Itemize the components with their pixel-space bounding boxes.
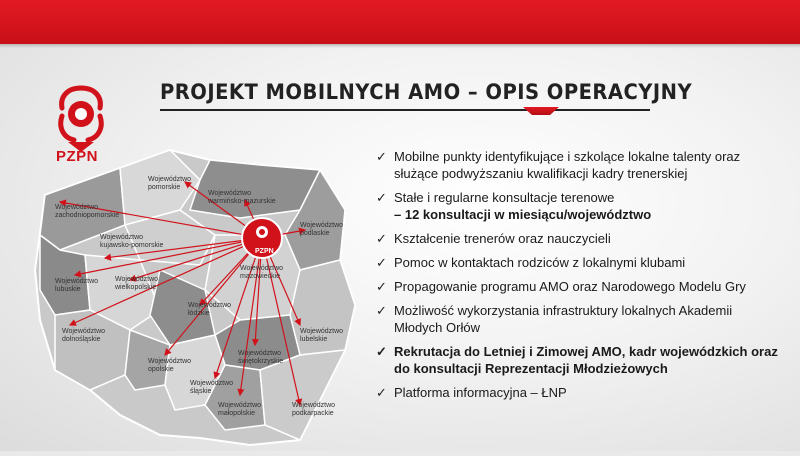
poland-map [0, 140, 370, 451]
bullet-item: ✓ Rekrutacja do Letniej i Zimowej AMO, kadr wojewódzkich oraz do konsultacji Reprezentacji Młodzieżowych [376, 344, 778, 376]
label-pomorskie: Województwo pomorskie [148, 176, 192, 191]
label-swietokrzyskie: Województwo świętokrzyskie [238, 350, 284, 365]
label-opolskie: Województwo opolskie [148, 358, 192, 373]
label-kujawsko-pomorskie: Województwo kujawsko-pomorskie [100, 234, 164, 249]
bullet-item: ✓ Możliwość wykorzystania infrastruktury lokalnych Akademii Młodych Orłów [376, 303, 733, 335]
center-badge-label: PZPN [255, 248, 274, 255]
label-mazowieckie: Województwo mazowieckie [240, 265, 284, 280]
label-lodzkie: Województwo łódzkie [188, 302, 232, 317]
label-zachodniopomorskie: Województwo zachodniopomorskie [55, 204, 120, 219]
check-icon: ✓ [376, 190, 387, 205]
label-dolnoslaskie: Województwo dolnośląskie [62, 328, 106, 343]
check-icon: ✓ [376, 231, 387, 246]
slide-title: PROJEKT MOBILNYCH AMO – OPIS OPERACYJNY [160, 80, 693, 104]
bullet-item: ✓ Kształcenie trenerów oraz nauczycieli [376, 231, 611, 246]
check-icon: ✓ [376, 149, 387, 164]
check-icon: ✓ [376, 385, 387, 400]
bullet-item: ✓ Platforma informacyjna – ŁNP [376, 385, 567, 400]
check-icon: ✓ [376, 303, 387, 318]
label-slaskie: Województwo śląskie [190, 380, 234, 395]
label-warminsko-mazurskie: Województwo warmińsko-mazurskie [208, 190, 276, 205]
header-band [0, 0, 800, 44]
check-icon: ✓ [376, 255, 387, 270]
bullet-item: ✓ Mobilne punkty identyfikujące i szkolące lokalne talenty oraz służące podwyższaniu kwalifikacji kadry trenerskiej [376, 149, 741, 181]
bullet-item: ✓ Propagowanie programu AMO oraz Narodowego Modelu Gry [376, 279, 746, 294]
bullet-item: ✓ Stałe i regularne konsultacje terenowe – 12 konsultacji w miesiącu/województwo [376, 190, 652, 222]
label-podlaskie: Województwo podlaskie [300, 222, 344, 237]
header-shadow [0, 44, 800, 48]
title-accent [523, 107, 559, 115]
check-icon: ✓ [376, 344, 387, 359]
label-lubuskie: Województwo lubuskie [55, 278, 99, 293]
label-lubelskie: Województwo lubelskie [300, 328, 344, 343]
check-icon: ✓ [376, 279, 387, 294]
label-wielkopolskie: Województwo wielkopolskie [115, 276, 159, 291]
title-block [160, 80, 693, 120]
bullet-list [376, 148, 786, 408]
label-malopolskie: Województwo małopolskie [218, 402, 262, 417]
label-podkarpackie: Województwo podkarpackie [292, 402, 336, 417]
bullet-item: ✓ Pomoc w kontaktach rodziców z lokalnymi klubami [376, 255, 686, 270]
title-underline [160, 109, 650, 111]
logo-text: PZPN [56, 148, 99, 165]
